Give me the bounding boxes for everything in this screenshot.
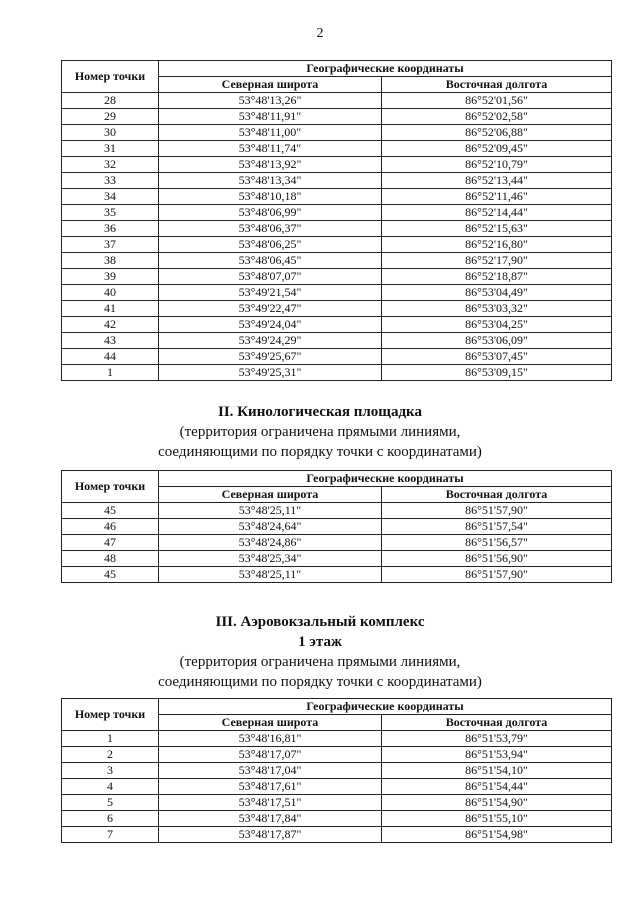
point-number-cell: 32 — [62, 157, 159, 173]
point-number-cell: 4 — [62, 779, 159, 795]
latitude-cell: 53°48'17,51" — [159, 795, 382, 811]
longitude-cell: 86°52'10,79" — [382, 157, 612, 173]
longitude-cell: 86°53'07,45" — [382, 349, 612, 365]
point-number-cell: 30 — [62, 125, 159, 141]
latitude-cell: 53°48'17,84" — [159, 811, 382, 827]
point-number-cell: 1 — [62, 731, 159, 747]
point-number-cell: 47 — [62, 535, 159, 551]
table-row — [62, 333, 612, 349]
point-number-cell: 39 — [62, 269, 159, 285]
table-row — [62, 827, 612, 843]
point-number-cell: 33 — [62, 173, 159, 189]
point-number-cell: 48 — [62, 551, 159, 567]
table-row — [62, 503, 612, 519]
latitude-cell: 53°48'24,64" — [159, 519, 382, 535]
longitude-cell: 86°51'54,90" — [382, 795, 612, 811]
longitude-cell: 86°52'06,88" — [382, 125, 612, 141]
longitude-cell: 86°52'11,46" — [382, 189, 612, 205]
section-3-note-line-2: соединяющими по порядку точки с координатами) — [158, 674, 482, 690]
point-number-cell: 38 — [62, 253, 159, 269]
table-row — [62, 269, 612, 285]
longitude-cell: 86°51'54,98" — [382, 827, 612, 843]
section-3-title: III. Аэровокзальный комплекс — [215, 614, 425, 630]
table-row — [62, 189, 612, 205]
longitude-cell: 86°52'14,44" — [382, 205, 612, 221]
table-row — [62, 93, 612, 109]
table-row — [62, 795, 612, 811]
point-number-cell: 36 — [62, 221, 159, 237]
latitude-cell: 53°49'25,67" — [159, 349, 382, 365]
latitude-cell: 53°49'22,47" — [159, 301, 382, 317]
table-row — [62, 567, 612, 583]
longitude-cell: 86°52'01,56" — [382, 93, 612, 109]
coordinates-table-1 — [61, 60, 612, 381]
table-row — [62, 253, 612, 269]
point-number-cell: 37 — [62, 237, 159, 253]
longitude-cell: 86°52'02,58" — [382, 109, 612, 125]
section-2-note-line-2: соединяющими по порядку точки с координатами) — [158, 444, 482, 460]
point-number-cell: 45 — [62, 503, 159, 519]
longitude-cell: 86°52'17,90" — [382, 253, 612, 269]
table-row — [62, 811, 612, 827]
latitude-cell: 53°48'06,37" — [159, 221, 382, 237]
section-2-note-line-1: (территория ограничена прямыми линиями, — [179, 424, 461, 440]
longitude-cell: 86°52'16,80" — [382, 237, 612, 253]
table-row — [62, 317, 612, 333]
point-number-cell: 45 — [62, 567, 159, 583]
table-row — [62, 221, 612, 237]
latitude-cell: 53°48'25,11" — [159, 503, 382, 519]
longitude-cell: 86°51'53,79" — [382, 731, 612, 747]
latitude-cell: 53°48'17,04" — [159, 763, 382, 779]
point-number-cell: 3 — [62, 763, 159, 779]
table-row — [62, 285, 612, 301]
table-row — [62, 365, 612, 381]
point-number-cell: 29 — [62, 109, 159, 125]
table-row — [62, 519, 612, 535]
latitude-cell: 53°48'11,00" — [159, 125, 382, 141]
latitude-cell: 53°48'13,26" — [159, 93, 382, 109]
point-number-header: Номер точки — [62, 61, 159, 93]
latitude-cell: 53°48'10,18" — [159, 189, 382, 205]
table-row — [62, 173, 612, 189]
longitude-cell: 86°51'56,90" — [382, 551, 612, 567]
latitude-cell: 53°48'17,87" — [159, 827, 382, 843]
point-number-cell: 41 — [62, 301, 159, 317]
longitude-header: Восточная долгота — [382, 487, 612, 503]
latitude-header: Северная широта — [159, 715, 382, 731]
latitude-cell: 53°48'06,25" — [159, 237, 382, 253]
latitude-cell: 53°49'21,54" — [159, 285, 382, 301]
table-row — [62, 763, 612, 779]
table-row — [62, 109, 612, 125]
latitude-cell: 53°48'11,74" — [159, 141, 382, 157]
point-number-cell: 7 — [62, 827, 159, 843]
geo-coordinates-header: Географические координаты — [159, 471, 612, 487]
table-row — [62, 157, 612, 173]
latitude-cell: 53°48'06,45" — [159, 253, 382, 269]
latitude-cell: 53°49'24,04" — [159, 317, 382, 333]
table-row — [62, 141, 612, 157]
latitude-cell: 53°48'25,11" — [159, 567, 382, 583]
table-row — [62, 779, 612, 795]
longitude-cell: 86°53'04,25" — [382, 317, 612, 333]
latitude-header: Северная широта — [159, 487, 382, 503]
latitude-cell: 53°49'24,29" — [159, 333, 382, 349]
point-number-cell: 31 — [62, 141, 159, 157]
longitude-header: Восточная долгота — [382, 715, 612, 731]
point-number-cell: 46 — [62, 519, 159, 535]
geo-coordinates-header: Географические координаты — [159, 699, 612, 715]
longitude-cell: 86°51'57,90" — [382, 503, 612, 519]
longitude-cell: 86°51'56,57" — [382, 535, 612, 551]
geo-coordinates-header: Географические координаты — [159, 61, 612, 77]
longitude-cell: 86°51'57,90" — [382, 567, 612, 583]
section-3-note-line-1: (территория ограничена прямыми линиями, — [179, 654, 461, 670]
latitude-cell: 53°48'24,86" — [159, 535, 382, 551]
point-number-cell: 28 — [62, 93, 159, 109]
latitude-cell: 53°48'06,99" — [159, 205, 382, 221]
point-number-cell: 1 — [62, 365, 159, 381]
coordinates-table-2 — [61, 470, 612, 583]
table-row — [62, 205, 612, 221]
longitude-cell: 86°51'54,44" — [382, 779, 612, 795]
longitude-cell: 86°51'57,54" — [382, 519, 612, 535]
table-row — [62, 125, 612, 141]
page-number: 2 — [316, 26, 324, 41]
latitude-cell: 53°48'07,07" — [159, 269, 382, 285]
longitude-cell: 86°52'18,87" — [382, 269, 612, 285]
latitude-cell: 53°48'11,91" — [159, 109, 382, 125]
latitude-cell: 53°48'17,07" — [159, 747, 382, 763]
point-number-cell: 40 — [62, 285, 159, 301]
latitude-cell: 53°49'25,31" — [159, 365, 382, 381]
point-number-cell: 42 — [62, 317, 159, 333]
latitude-cell: 53°48'16,81" — [159, 731, 382, 747]
latitude-header: Северная широта — [159, 77, 382, 93]
longitude-cell: 86°52'09,45" — [382, 141, 612, 157]
section-3-subtitle: 1 этаж — [298, 634, 342, 650]
section-2-heading — [0, 402, 640, 462]
longitude-cell: 86°51'54,10" — [382, 763, 612, 779]
point-number-cell: 5 — [62, 795, 159, 811]
section-3-heading — [0, 612, 640, 692]
point-number-header: Номер точки — [62, 471, 159, 503]
longitude-cell: 86°51'53,94" — [382, 747, 612, 763]
longitude-cell: 86°51'55,10" — [382, 811, 612, 827]
table-row — [62, 349, 612, 365]
table-row — [62, 535, 612, 551]
latitude-cell: 53°48'25,34" — [159, 551, 382, 567]
point-number-cell: 6 — [62, 811, 159, 827]
latitude-cell: 53°48'13,92" — [159, 157, 382, 173]
longitude-cell: 86°53'06,09" — [382, 333, 612, 349]
table-row — [62, 747, 612, 763]
longitude-cell: 86°52'15,63" — [382, 221, 612, 237]
latitude-cell: 53°48'17,61" — [159, 779, 382, 795]
table-row — [62, 551, 612, 567]
longitude-header: Восточная долгота — [382, 77, 612, 93]
coordinates-table-3 — [61, 698, 612, 843]
point-number-cell: 43 — [62, 333, 159, 349]
point-number-cell: 35 — [62, 205, 159, 221]
point-number-cell: 2 — [62, 747, 159, 763]
table-row — [62, 237, 612, 253]
table-row — [62, 301, 612, 317]
section-2-title: II. Кинологическая площадка — [218, 404, 422, 420]
longitude-cell: 86°52'13,44" — [382, 173, 612, 189]
latitude-cell: 53°48'13,34" — [159, 173, 382, 189]
point-number-header: Номер точки — [62, 699, 159, 731]
longitude-cell: 86°53'04,49" — [382, 285, 612, 301]
longitude-cell: 86°53'09,15" — [382, 365, 612, 381]
table-row — [62, 731, 612, 747]
longitude-cell: 86°53'03,32" — [382, 301, 612, 317]
point-number-cell: 44 — [62, 349, 159, 365]
point-number-cell: 34 — [62, 189, 159, 205]
